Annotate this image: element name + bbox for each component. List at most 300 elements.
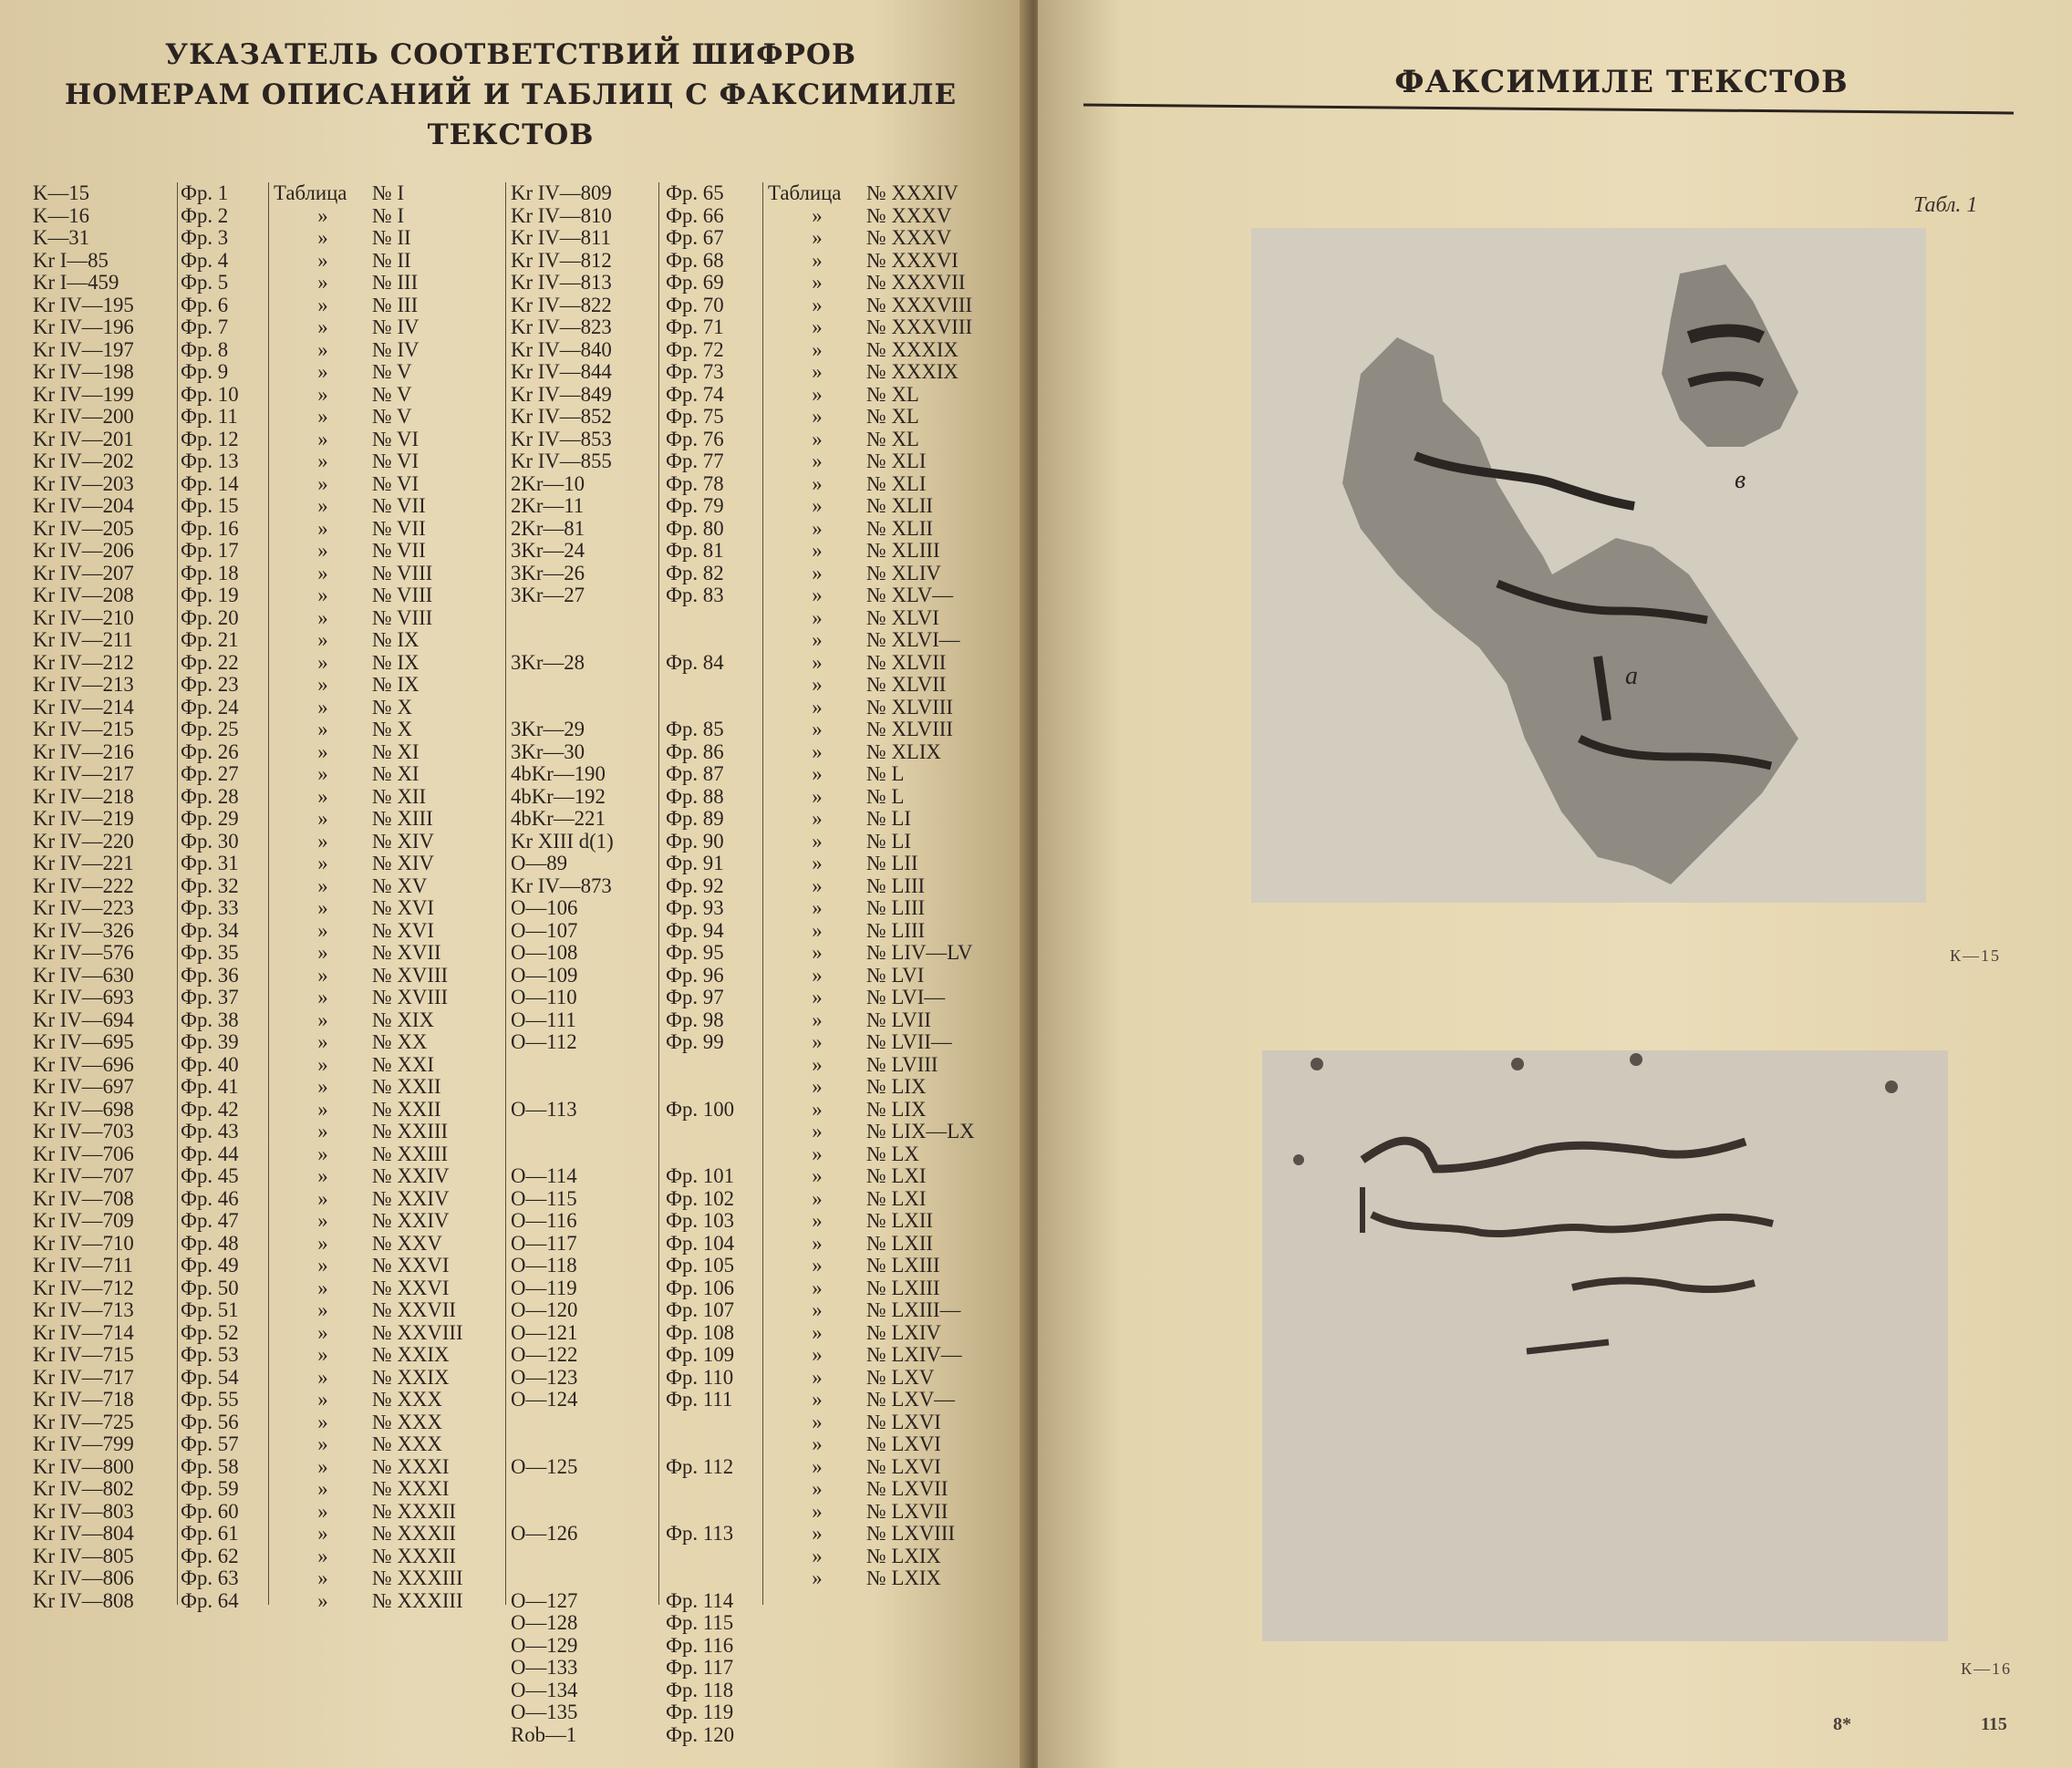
folio-signature: 8* [1833, 1714, 1851, 1734]
cipher-code: Kr IV—197 [33, 337, 134, 361]
fragment-number: Фр. 87 [666, 762, 724, 785]
table-ref-row [274, 987, 500, 1009]
fragment-number: Фр. 57 [181, 1432, 239, 1455]
ditto-mark: » [812, 1365, 823, 1389]
page-number: 115 [1981, 1714, 2007, 1734]
ditto-mark: » [812, 1544, 823, 1567]
cipher-code: Kr IV—806 [33, 1566, 134, 1589]
table-number: № I [372, 203, 405, 227]
fragment-number: Фр. 8 [181, 337, 229, 361]
fragment-number [666, 629, 766, 652]
table-number: № VII [372, 494, 426, 517]
cipher-code: Kr IV—693 [33, 986, 134, 1008]
ditto-mark: » [812, 1432, 823, 1455]
table-label: Таблица [768, 181, 842, 204]
facsimile-photo-k15 [1251, 228, 1926, 903]
table-number: № XLIX [866, 739, 941, 763]
ditto-mark: » [317, 628, 328, 651]
table-ref-row [274, 406, 500, 429]
fragment-number: Фр. 28 [181, 784, 239, 808]
table-number: № III [372, 293, 419, 316]
ditto-mark: » [317, 427, 328, 450]
ditto-mark: » [317, 561, 328, 584]
table-number: № XV [372, 874, 428, 897]
cipher-code: Kr IV—695 [33, 1030, 134, 1053]
fragment-number: Фр. 11 [181, 405, 238, 428]
cipher-code: Kr IV—804 [33, 1522, 134, 1545]
table-number: № XXXII [372, 1522, 457, 1545]
cipher-code [511, 1546, 657, 1568]
table-number: № XXXI [372, 1477, 450, 1500]
table-number: № XXXVIII [866, 293, 973, 316]
table-ref-row [274, 518, 500, 541]
table-number: № IX [372, 650, 420, 674]
cipher-code: Kr IV—694 [33, 1008, 134, 1031]
ditto-mark: » [317, 382, 328, 406]
ditto-mark: » [317, 271, 328, 294]
cipher-code [511, 1143, 657, 1166]
ditto-mark: » [317, 829, 328, 853]
table-ref-row [274, 1233, 500, 1256]
ditto-mark: » [812, 986, 823, 1008]
fragment-number: Фр. 59 [181, 1477, 239, 1500]
table-number: № V [372, 382, 412, 406]
table-number: № XXII [372, 1097, 441, 1121]
ditto-mark: » [812, 963, 823, 987]
ditto-mark: » [317, 1075, 328, 1098]
ditto-mark: » [812, 539, 823, 562]
fragment-number: Фр. 76 [666, 427, 724, 450]
cipher-code: Kr IV—207 [33, 561, 134, 584]
manuscript-text-illustration [1262, 1050, 1948, 1641]
fragment-number: Фр. 95 [666, 941, 724, 964]
table-number: № XXVI [372, 1276, 450, 1299]
table-number: № VIII [372, 605, 433, 629]
cipher-code: Kr IV—853 [511, 427, 612, 450]
ditto-mark: » [317, 1164, 328, 1187]
ditto-mark: » [317, 1522, 328, 1545]
fragment-number: Фр. 88 [666, 784, 724, 808]
table-ref-row [274, 473, 500, 496]
ditto-mark: » [317, 650, 328, 674]
table-number: № XXII [372, 1075, 441, 1098]
table-ref-row [274, 1590, 500, 1613]
fragment-number: Фр. 108 [666, 1320, 735, 1344]
table-number: № XXXII [372, 1544, 457, 1567]
table-ref-row [768, 473, 1014, 496]
ditto-mark: » [812, 941, 823, 964]
table-ref-row [274, 1322, 500, 1345]
fragment-number: Фр. 78 [666, 471, 724, 495]
table-number: № XXXIX [866, 360, 958, 383]
ditto-mark: » [812, 1454, 823, 1478]
fragment-number: Фр. 13 [181, 450, 239, 472]
fragment-number: Фр. 93 [666, 896, 724, 919]
cipher-code: Kr IV—805 [33, 1544, 134, 1567]
fragment-number: Фр. 49 [181, 1254, 239, 1277]
fragment-number: Фр. 102 [666, 1186, 735, 1210]
table-ref-row [768, 1009, 1014, 1032]
ditto-mark: » [812, 360, 823, 383]
table-ref-row [274, 1299, 500, 1322]
left-page [0, 0, 1029, 1768]
table-ref-row [274, 1076, 500, 1099]
ditto-mark: » [317, 248, 328, 272]
cipher-code: Kr IV—800 [33, 1454, 134, 1478]
table-ref-row [768, 384, 1014, 407]
cipher-code: Kr IV—200 [33, 405, 134, 428]
table-label: Таблица [274, 181, 347, 204]
fragment-number: Фр. 15 [181, 494, 239, 517]
fragment-number [666, 674, 766, 697]
cipher-code: Kr IV—703 [33, 1120, 134, 1142]
fragment-number: Фр. 7 [181, 315, 229, 338]
table-number: № XVIII [372, 986, 449, 1008]
fragment-number: Фр. 34 [181, 918, 239, 942]
cipher-code: O—134 [511, 1678, 578, 1701]
table-number: № LII [866, 852, 918, 874]
table-ref-row [768, 853, 1014, 875]
ditto-mark: » [317, 986, 328, 1008]
table-ref-row [768, 339, 1014, 362]
table-number: № LXIX [866, 1566, 941, 1589]
table-ref-row [274, 920, 500, 943]
fragment-number: Фр. 64 [181, 1588, 239, 1612]
ditto-mark: » [812, 561, 823, 584]
table-number: № LIX—LX [866, 1120, 975, 1142]
table-ref-row [768, 584, 1014, 607]
cipher-code [511, 607, 657, 630]
cipher-code: 4bKr—192 [511, 784, 606, 808]
table-ref-row [768, 987, 1014, 1009]
cipher-code: O—113 [511, 1097, 577, 1121]
ditto-mark: » [812, 874, 823, 897]
ditto-mark: » [812, 1499, 823, 1523]
fragment-number: Фр. 79 [666, 494, 724, 517]
ditto-mark: » [317, 1097, 328, 1121]
table-ref-row [274, 607, 500, 630]
cipher-code: Kr I—85 [33, 248, 109, 272]
table-ref-row [274, 1054, 500, 1077]
ditto-mark: » [812, 762, 823, 785]
right-page [1038, 0, 2072, 1768]
ditto-mark: » [812, 405, 823, 428]
cipher-code: Kr IV—813 [511, 271, 612, 294]
table-ref-row [274, 1478, 500, 1501]
table-ref-row [274, 540, 500, 563]
ditto-mark: » [317, 203, 328, 227]
fragment-number: Фр. 94 [666, 918, 724, 942]
table-ref-row [274, 1099, 500, 1122]
table-ref-row [768, 965, 1014, 987]
fragment-number: Фр. 48 [181, 1231, 239, 1255]
table-number: № LXII [866, 1231, 934, 1255]
ditto-mark: » [317, 963, 328, 987]
fragment-number: Фр. 1 [181, 181, 229, 204]
cipher-code: O—125 [511, 1454, 578, 1478]
table-number: № XLIII [866, 539, 940, 562]
table-ref-row [768, 1233, 1014, 1256]
ditto-mark: » [812, 1566, 823, 1589]
cipher-code: Kr IV—221 [33, 852, 134, 874]
fragment-number [666, 1501, 766, 1524]
table-number: № LXIX [866, 1544, 941, 1567]
table-number: № LIX [866, 1097, 927, 1121]
table-number: № VI [372, 450, 420, 472]
table-number: № V [372, 360, 412, 383]
table-ref-row [768, 1054, 1014, 1077]
plate1-caption: К—15 [1950, 946, 2002, 965]
ditto-mark: » [317, 605, 328, 629]
table-ref-row [768, 1143, 1014, 1166]
ditto-mark: » [317, 874, 328, 897]
fragment-number: Фр. 62 [181, 1544, 239, 1567]
table-ref-row [768, 897, 1014, 920]
cipher-code: Kr IV—222 [33, 874, 134, 897]
table-ref-row [274, 1344, 500, 1367]
fragment-number: Фр. 2 [181, 203, 229, 227]
fragment-number: Фр. 33 [181, 896, 239, 919]
cipher-code: Kr IV—217 [33, 762, 134, 785]
table-number: № LIII [866, 896, 926, 919]
fragment-number: Фр. 22 [181, 650, 239, 674]
ditto-mark: » [317, 1008, 328, 1031]
ditto-mark: » [812, 896, 823, 919]
fragment-number: Фр. 96 [666, 963, 724, 987]
ditto-mark: » [812, 1298, 823, 1321]
cipher-code: O—127 [511, 1588, 578, 1612]
ditto-mark: » [812, 1186, 823, 1210]
fragment-number: Фр. 27 [181, 762, 239, 785]
cipher-code: O—116 [511, 1209, 577, 1232]
fragment-number: Фр. 69 [666, 271, 724, 294]
table-ref-row [768, 563, 1014, 585]
table-number: № LVI [866, 963, 925, 987]
fragment-number: Фр. 21 [181, 628, 239, 651]
cipher-code: 3Kr—29 [511, 718, 585, 740]
ditto-mark: » [812, 1254, 823, 1277]
table-number: № LXVI [866, 1454, 941, 1478]
table-ref-row [768, 652, 1014, 675]
fragment-number [666, 1567, 766, 1590]
cipher-code: O—114 [511, 1164, 577, 1187]
table-ref-row [768, 1210, 1014, 1233]
ditto-mark: » [317, 1432, 328, 1455]
fragment-number: Фр. 36 [181, 963, 239, 987]
fragment-number: Фр. 65 [666, 181, 724, 204]
table-number: № LVI— [866, 986, 946, 1008]
fragment-number: Фр. 90 [666, 829, 724, 853]
fragment-number: Фр. 4 [181, 248, 229, 272]
fragment-number: Фр. 41 [181, 1075, 239, 1098]
cipher-code: Kr IV—712 [33, 1276, 134, 1299]
table-ref-row [274, 1367, 500, 1390]
fragment-number [666, 1478, 766, 1501]
table-number: № XLVII [866, 673, 947, 696]
table-number: № X [372, 695, 412, 719]
cipher-code: 3Kr—28 [511, 650, 585, 674]
cipher-code [511, 1076, 657, 1099]
cipher-code: O—109 [511, 963, 578, 987]
table-number: № LI [866, 829, 911, 853]
ditto-mark: » [317, 673, 328, 696]
cipher-code: Rob—1 [511, 1722, 577, 1746]
table-ref-row [768, 1322, 1014, 1345]
table-number: № LXII [866, 1209, 934, 1232]
fragment-number: Фр. 54 [181, 1365, 239, 1389]
fragment-number: Фр. 16 [181, 516, 239, 540]
ditto-mark: » [812, 427, 823, 450]
cipher-code: O—110 [511, 986, 577, 1008]
table-number: № LIII [866, 874, 926, 897]
table-number: № XXIV [372, 1209, 450, 1232]
table-ref-row [768, 1031, 1014, 1054]
table-number: № XXXVIII [866, 315, 973, 338]
ditto-mark: » [812, 1030, 823, 1053]
table-number: № XL [866, 427, 919, 450]
cipher-code: Kr IV—195 [33, 293, 134, 316]
table-number: № V [372, 405, 412, 428]
table-ref-row [768, 831, 1014, 853]
table-ref-row [768, 518, 1014, 541]
fragment-number: Фр. 42 [181, 1097, 239, 1121]
table-number: № II [372, 248, 411, 272]
ditto-mark: » [812, 1276, 823, 1299]
table-number: № XLI [866, 471, 927, 495]
fragment-number: Фр. 81 [666, 539, 724, 562]
table-ref-row [768, 942, 1014, 965]
table-ref-row [274, 227, 500, 250]
ditto-mark: » [317, 1030, 328, 1053]
table-number: № XVIII [372, 963, 449, 987]
cipher-code: O—118 [511, 1254, 577, 1277]
fragment-number: Фр. 43 [181, 1120, 239, 1142]
ditto-mark: » [317, 494, 328, 517]
table-number: № XL [866, 382, 919, 406]
table-ref-row [768, 1277, 1014, 1300]
fragment-number [666, 1076, 766, 1099]
ditto-mark: » [812, 739, 823, 763]
ditto-mark: » [812, 695, 823, 719]
table-ref-row [768, 786, 1014, 809]
ditto-mark: » [317, 1343, 328, 1366]
table-ref-row [768, 540, 1014, 563]
table-ref-row [768, 1501, 1014, 1524]
ditto-mark: » [812, 918, 823, 942]
table-number: № XXXIII [372, 1588, 463, 1612]
table-ref-row [274, 1546, 500, 1568]
ditto-mark: » [317, 918, 328, 942]
cipher-code: O—122 [511, 1343, 578, 1366]
table-ref-row [768, 1299, 1014, 1322]
table-ref-row [768, 1478, 1014, 1501]
column-tables-2 [768, 182, 1014, 1590]
table-ref-row [274, 584, 500, 607]
ditto-mark: » [812, 650, 823, 674]
table-ref-row [768, 674, 1014, 697]
cipher-code [511, 629, 657, 652]
table-number: № LXVIII [866, 1522, 956, 1545]
ditto-mark: » [317, 762, 328, 785]
ditto-mark: » [317, 1388, 328, 1411]
ditto-mark: » [812, 1120, 823, 1142]
cipher-code: Kr IV—698 [33, 1097, 134, 1121]
table-ref-row [768, 719, 1014, 741]
table-number: № VI [372, 471, 420, 495]
table-ref-row [274, 1165, 500, 1188]
table-ref-row [768, 607, 1014, 630]
cipher-code: Kr IV—718 [33, 1388, 134, 1411]
table-ref-row [768, 1188, 1014, 1211]
table-ref-row [274, 763, 500, 786]
cipher-code: Kr IV—218 [33, 784, 134, 808]
fragment-number: Фр. 72 [666, 337, 724, 361]
table-number: № IV [372, 337, 420, 361]
table-ref-row [768, 495, 1014, 518]
table-ref-row [274, 250, 500, 273]
ditto-mark: » [812, 1522, 823, 1545]
table-ref-row [768, 205, 1014, 228]
table-number: № LXV— [866, 1388, 956, 1411]
table-ref-row [274, 652, 500, 675]
ditto-mark: » [317, 293, 328, 316]
table-ref-row [768, 763, 1014, 786]
fragment-number: Фр. 29 [181, 807, 239, 830]
fragment-number: Фр. 117 [666, 1656, 734, 1679]
table-ref-row [274, 272, 500, 295]
fragment-number: Фр. 118 [666, 1678, 734, 1701]
cipher-code: Kr IV—710 [33, 1231, 134, 1255]
ditto-mark: » [812, 1231, 823, 1255]
column-divider [762, 182, 763, 1605]
cipher-code: Kr IV—708 [33, 1186, 134, 1210]
table-ref-row [274, 875, 500, 898]
table-ref-row [768, 1433, 1014, 1456]
fragment-number: Фр. 85 [666, 718, 724, 740]
ditto-mark: » [317, 337, 328, 361]
cipher-code: Kr IV—211 [33, 628, 133, 651]
fragment-number: Фр. 23 [181, 673, 239, 696]
table-number: № XXV [372, 1231, 442, 1255]
ditto-mark: » [317, 584, 328, 606]
table-number: № X [372, 718, 412, 740]
table-number: № XIV [372, 829, 434, 853]
table-number: № LX [866, 1142, 919, 1165]
table-number: № VIII [372, 561, 433, 584]
fragment-number: Фр. 45 [181, 1164, 239, 1187]
table-ref-row [768, 1099, 1014, 1122]
ditto-mark: » [812, 852, 823, 874]
ditto-mark: » [317, 941, 328, 964]
cipher-code [511, 697, 657, 719]
table-ref-row [768, 1523, 1014, 1546]
cipher-code: 2Kr—81 [511, 516, 585, 540]
column-divider [658, 182, 659, 1605]
table-number: № XLVI— [866, 628, 960, 651]
table-number: № XXXIV [866, 181, 958, 204]
column-divider [177, 182, 178, 1605]
fragment-number: Фр. 71 [666, 315, 724, 338]
table-ref-row [274, 831, 500, 853]
table-number: № LI [866, 807, 911, 830]
fragment-number: Фр. 14 [181, 471, 239, 495]
ditto-mark: » [317, 1320, 328, 1344]
cipher-code: Kr IV—855 [511, 450, 612, 472]
cipher-code: Kr XIII d(1) [511, 829, 614, 853]
table-ref-row [274, 495, 500, 518]
ditto-mark: » [317, 1142, 328, 1165]
ditto-mark: » [317, 896, 328, 919]
